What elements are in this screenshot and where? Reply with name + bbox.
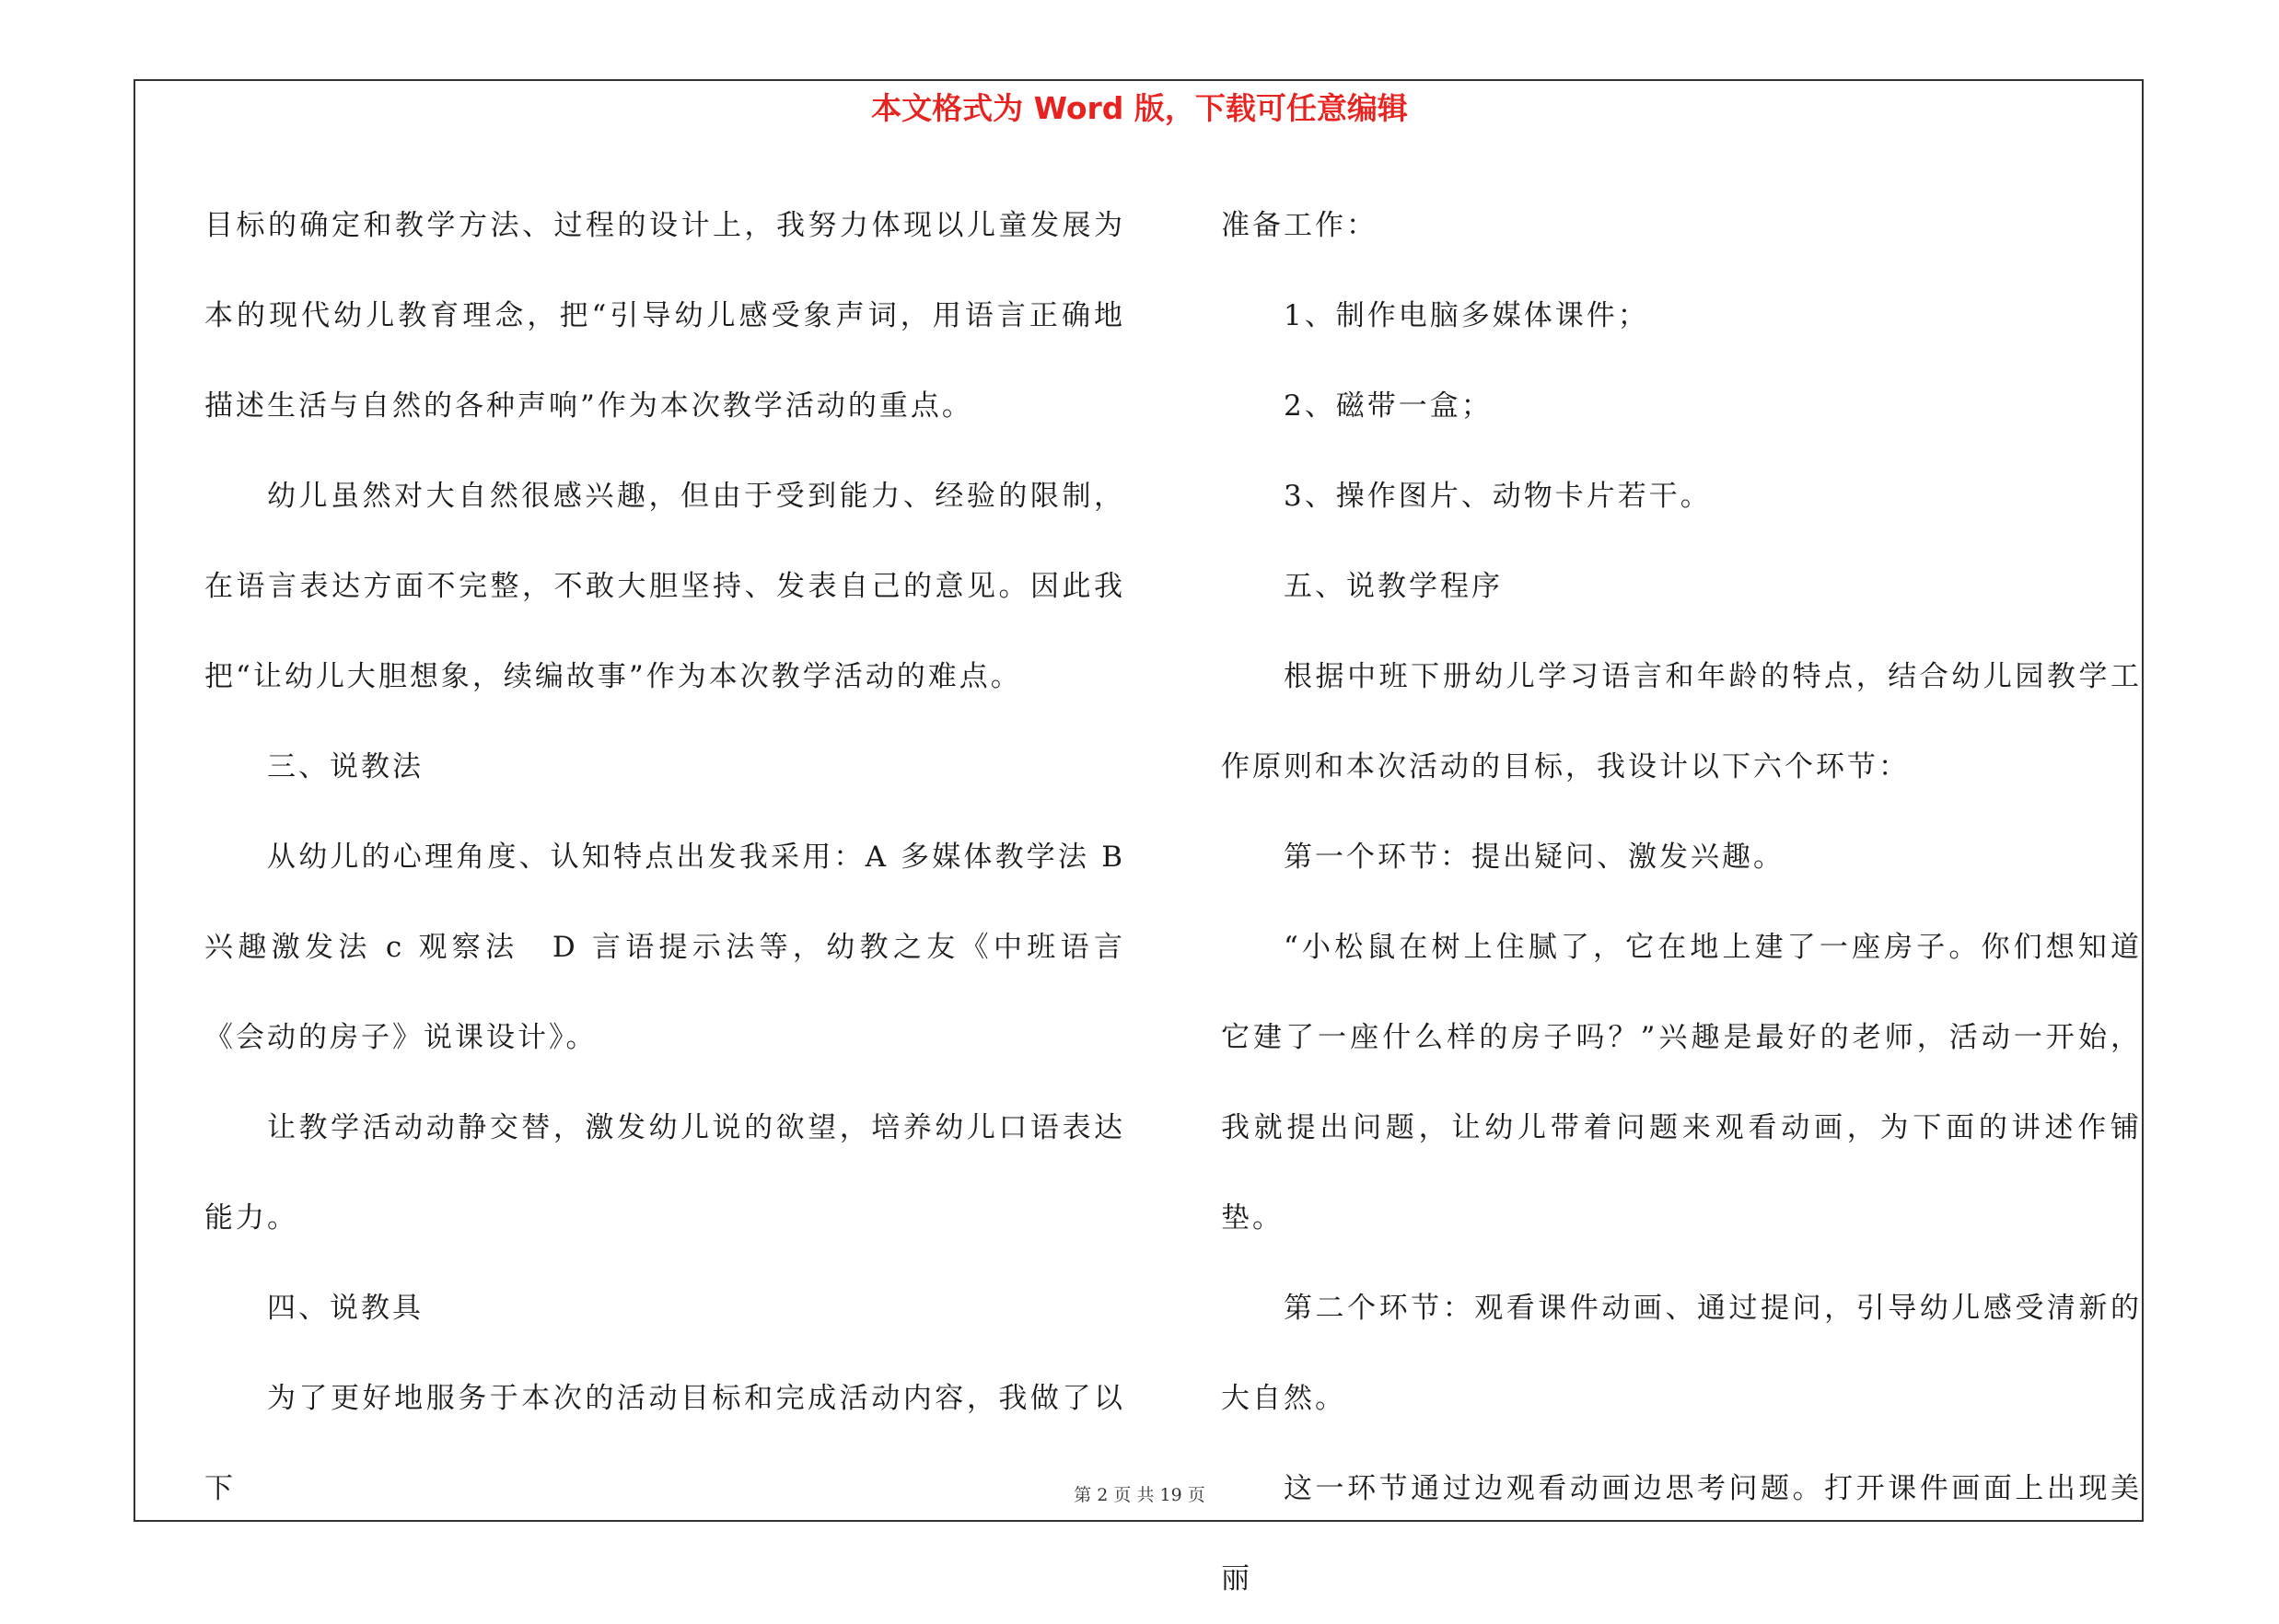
section-heading: 四、说教具 bbox=[267, 1292, 424, 1325]
section-heading: 五、说教学程序 bbox=[1284, 570, 1503, 603]
paragraph: 准备工作： bbox=[1221, 209, 1378, 242]
paragraph: 为了更好地服务于本次的活动目标和完成活动内容，我做了以下 bbox=[204, 1382, 1125, 1505]
paragraph: “小松鼠在树上住腻了，它在地上建了一座房子。你们想知道它建了一座什么样的房子吗？”兴趣是最好的老师，活动一开始，我就提出问题，让幼儿带着问题来观看动画，为下面的讲述作铺垫。 bbox=[1221, 931, 2142, 1235]
paragraph: 幼儿虽然对大自然很感兴趣，但由于受到能力、经验的限制，在语言表达方面不完整，不敢大胆坚持、发表自己的意见。因此我把“让幼儿大胆想象，续编故事”作为本次教学活动的难点。 bbox=[204, 480, 1125, 693]
list-item: 2、磁带一盒； bbox=[1284, 389, 1493, 423]
section-heading: 三、说教法 bbox=[267, 750, 424, 783]
paragraph: 这一环节通过边观看动画边思考问题。打开课件画面上出现美丽 bbox=[1221, 1472, 2142, 1595]
list-item: 3、操作图片、动物卡片若干。 bbox=[1284, 480, 1712, 513]
page-number-footer: 第 2 页 共 19 页 bbox=[1074, 1485, 1205, 1505]
paragraph: 让教学活动动静交替，激发幼儿说的欲望，培养幼儿口语表达能力。 bbox=[204, 1111, 1125, 1235]
format-notice-banner: 本文格式为 Word 版，下载可任意编辑 bbox=[871, 90, 1408, 126]
paragraph: 第二个环节：观看课件动画、通过提问，引导幼儿感受清新的大自然。 bbox=[1221, 1292, 2142, 1415]
paragraph: 从幼儿的心理角度、认知特点出发我采用：A 多媒体教学法 B 兴趣激发法 c 观察法 D 言语提示法等，幼教之友《中班语言《会动的房子》说课设计》。 bbox=[204, 841, 1125, 1054]
paragraph: 目标的确定和教学方法、过程的设计上，我努力体现以儿童发展为本的现代幼儿教育理念，把“引导幼儿感受象声词，用语言正确地描述生活与自然的各种声响”作为本次教学活动的重点。 bbox=[204, 209, 1125, 423]
left-text-column bbox=[204, 180, 1125, 1534]
right-text-column bbox=[1221, 180, 2142, 1624]
paragraph: 第一个环节：提出疑问、激发兴趣。 bbox=[1284, 841, 1785, 874]
list-item: 1、制作电脑多媒体课件； bbox=[1284, 299, 1649, 332]
paragraph: 根据中班下册幼儿学习语言和年龄的特点，结合幼儿园教学工作原则和本次活动的目标，我设计以下六个环节： bbox=[1221, 660, 2142, 783]
